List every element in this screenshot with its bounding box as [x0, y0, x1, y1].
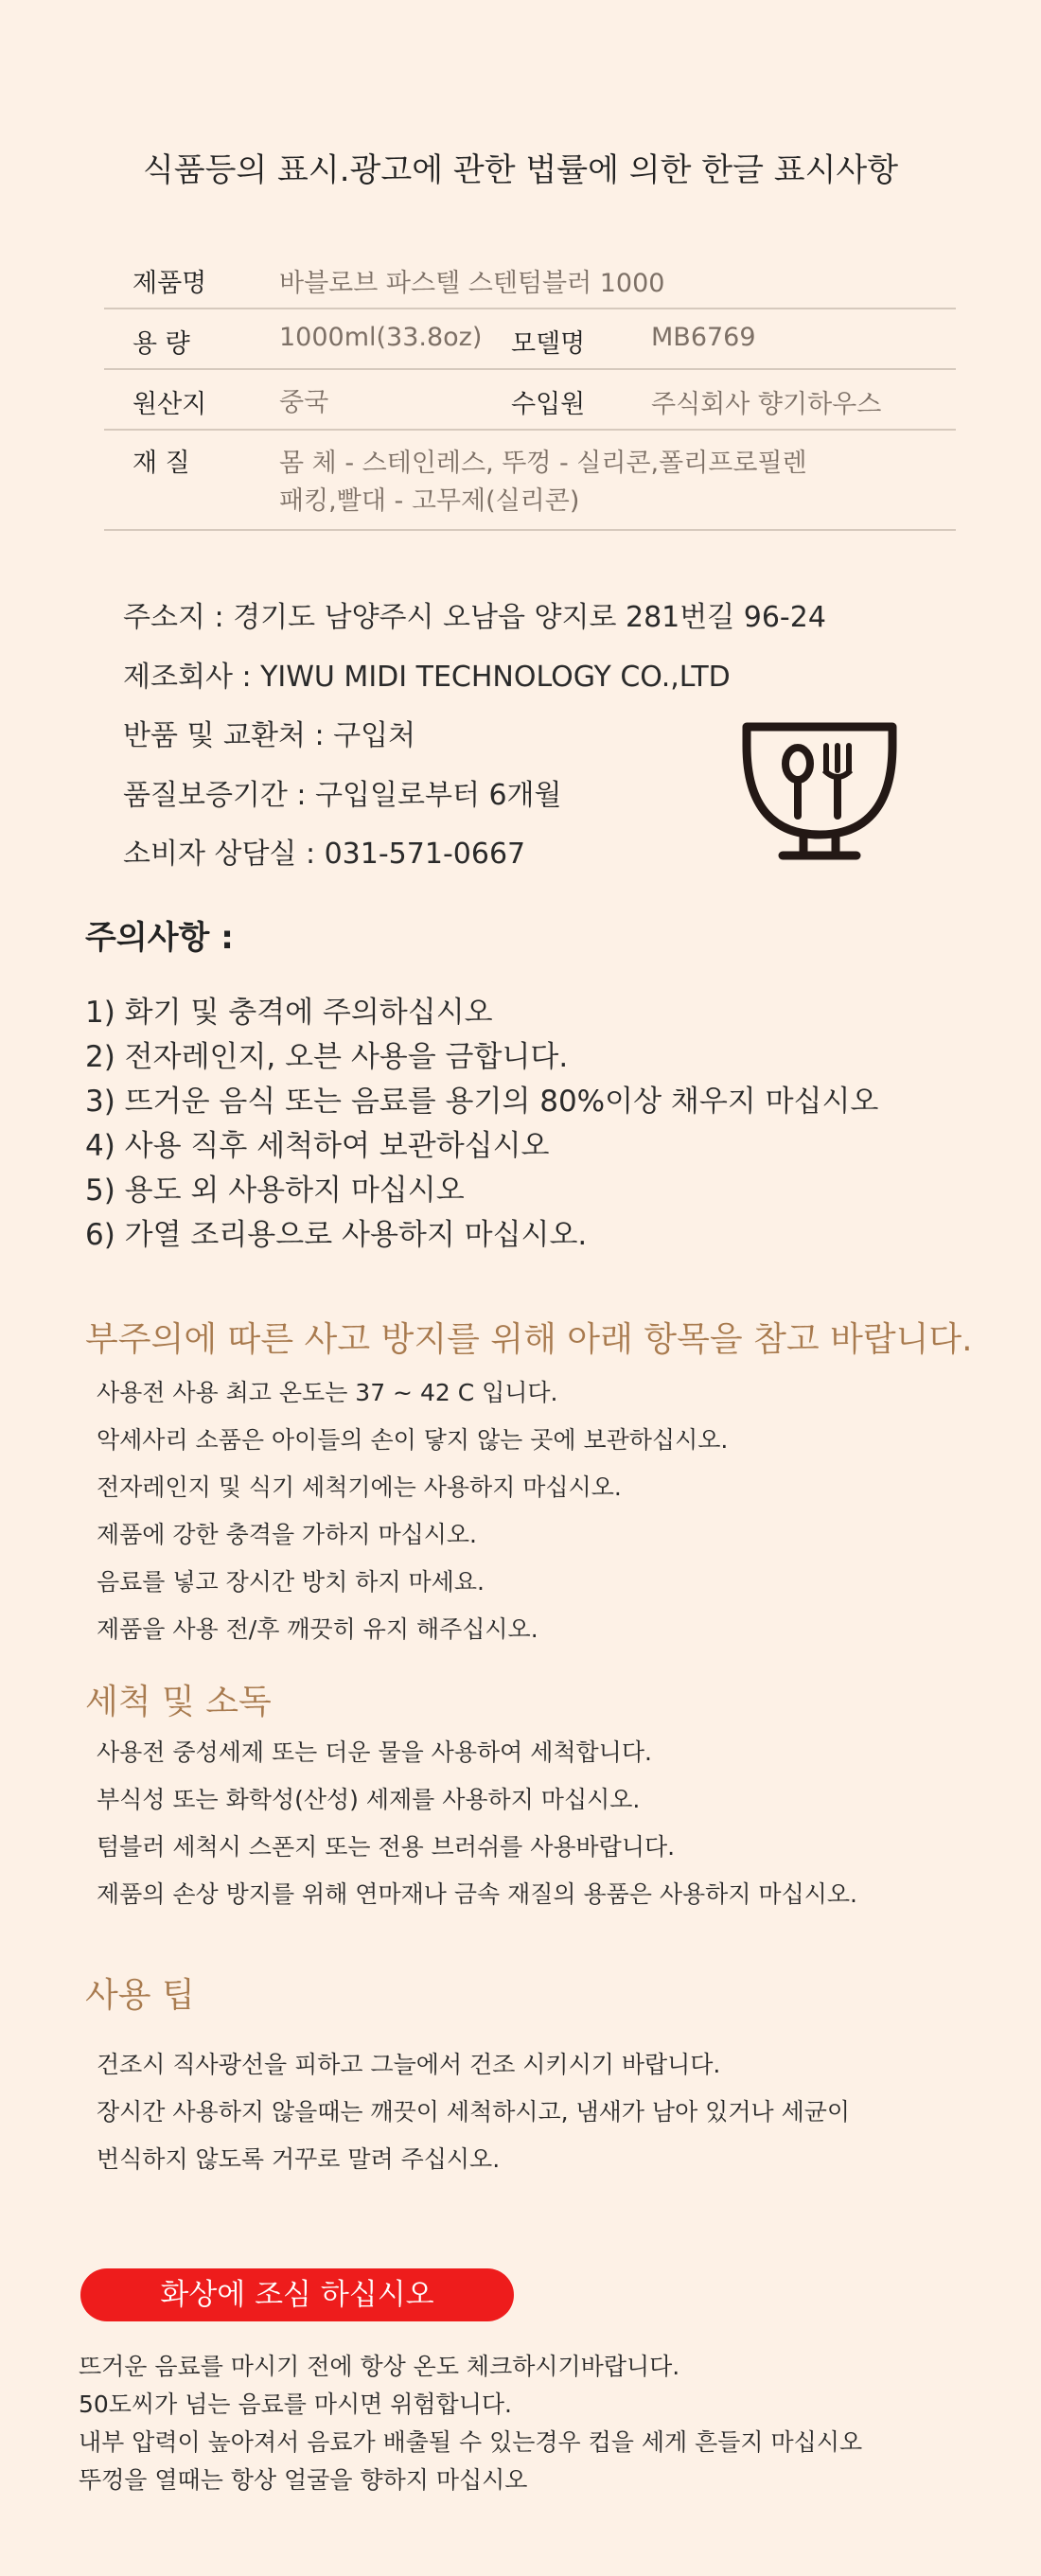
model-label: 모델명 — [511, 329, 586, 359]
product-name-label: 제품명 — [132, 269, 207, 298]
caution-item: 6) 가열 조리용으로 사용하지 마십시오. — [85, 1218, 588, 1252]
spec-row-origin — [104, 370, 956, 431]
material-line-1: 몸 체 - 스테인레스, 뚜껑 - 실리콘,폴리프로필렌 — [279, 449, 807, 478]
origin-value: 중국 — [279, 388, 329, 417]
list-item: 장시간 사용하지 않을때는 깨끗이 세척하시고, 냄새가 남아 있거나 세균이 — [97, 2098, 851, 2126]
list-item: 음료를 넣고 장시간 방치 하지 마세요. — [97, 1568, 485, 1596]
cleaning-heading: 세척 및 소독 — [85, 1683, 272, 1721]
returns-text: 반품 및 교환처 : 구입처 — [123, 719, 416, 752]
capacity-label: 용 량 — [132, 329, 190, 359]
cautions-heading: 주의사항 : — [85, 919, 234, 957]
importer-value: 주식회사 향기하우스 — [651, 390, 882, 419]
capacity-number: 1000ml — [279, 323, 377, 352]
caution-item: 2) 전자레인지, 오븐 사용을 금합니다. — [85, 1040, 569, 1074]
tips-heading: 사용 팁 — [85, 1976, 195, 2015]
list-item: 뜨거운 음료를 마시기 전에 항상 온도 체크하시기바랍니다. — [79, 2353, 680, 2380]
material-label: 재 질 — [132, 449, 190, 478]
list-item: 내부 압력이 높아져서 음료가 배출될 수 있는경우 컵을 세게 흔들지 마십시오 — [79, 2428, 863, 2456]
spec-row-material — [104, 431, 956, 531]
caution-item: 1) 화기 및 충격에 주의하십시오 — [85, 996, 493, 1030]
list-item: 50도씨가 넘는 음료를 마시면 위험합니다. — [79, 2391, 512, 2418]
list-item: 번식하지 않도록 거꾸로 말려 주십시오. — [97, 2145, 501, 2173]
list-item: 부식성 또는 화학성(산성) 세제를 사용하지 마십시오. — [97, 1786, 641, 1813]
spec-row-product — [104, 251, 956, 309]
spec-table — [104, 251, 956, 531]
list-item: 사용전 중성세제 또는 더운 물을 사용하여 세척합니다. — [97, 1738, 652, 1766]
list-item: 제품의 손상 방지를 위해 연마재나 금속 재질의 용품은 사용하지 마십시오. — [97, 1880, 857, 1908]
list-item: 건조시 직사광선을 피하고 그늘에서 건조 시키시기 바랍니다. — [97, 2051, 721, 2078]
consumer-center-text: 소비자 상담실 : 031-571-0667 — [123, 838, 526, 871]
origin-label: 원산지 — [132, 390, 207, 419]
caution-item: 3) 뜨거운 음식 또는 음료를 용기의 80%이상 채우지 마십시오 — [85, 1085, 879, 1119]
material-line-2: 패킹,빨대 - 고무제(실리콘) — [279, 486, 580, 516]
list-item: 사용전 사용 최고 온도는 37 ~ 42 C 입니다. — [97, 1379, 558, 1406]
product-name-value: 바블로브 파스텔 스텐텀블러 1000 — [279, 269, 665, 298]
caution-item: 5) 용도 외 사용하지 마십시오 — [85, 1173, 465, 1208]
prevention-heading: 부주의에 따른 사고 방지를 위해 아래 항목을 참고 바랍니다. — [85, 1320, 973, 1359]
list-item: 제품을 사용 전/후 깨끗히 유지 해주십시오. — [97, 1615, 538, 1643]
food-safe-cup-utensils-icon — [741, 721, 898, 861]
list-item: 악세사리 소품은 아이들의 손이 닿지 않는 곳에 보관하십시오. — [97, 1426, 729, 1454]
burn-warning-list — [79, 2348, 862, 2499]
list-item: 전자레인지 및 식기 세척기에는 사용하지 마십시오. — [97, 1473, 622, 1501]
prevention-list — [97, 1369, 728, 1653]
capacity-value — [279, 323, 482, 352]
page-title: 식품등의 표시.광고에 관한 법률에 의한 한글 표시사항 — [142, 151, 899, 189]
burn-warning-badge: 화상에 조심 하십시오 — [80, 2268, 514, 2321]
list-item: 텀블러 세척시 스폰지 또는 전용 브러쉬를 사용바랍니다. — [97, 1833, 676, 1861]
address-text: 주소지 : 경기도 남양주시 오남읍 양지로 281번길 96-24 — [123, 601, 826, 634]
caution-item: 4) 사용 직후 세척하여 보관하십시오 — [85, 1129, 550, 1163]
list-item: 뚜껑을 열때는 항상 얼굴을 향하지 마십시오 — [79, 2466, 528, 2494]
capacity-sub: (33.8oz) — [376, 323, 483, 352]
warranty-text: 품질보증기간 : 구입일로부터 6개월 — [123, 779, 562, 812]
manufacturer-text: 제조회사 : YIWU MIDI TECHNOLOGY CO.,LTD — [123, 661, 731, 694]
cleaning-list — [97, 1729, 857, 1918]
importer-label: 수입원 — [511, 390, 586, 419]
tips-list — [97, 2041, 850, 2183]
cautions-list — [85, 991, 878, 1258]
spec-row-capacity — [104, 309, 956, 370]
model-value: MB6769 — [651, 323, 756, 352]
list-item: 제품에 강한 충격을 가하지 마십시오. — [97, 1521, 477, 1548]
